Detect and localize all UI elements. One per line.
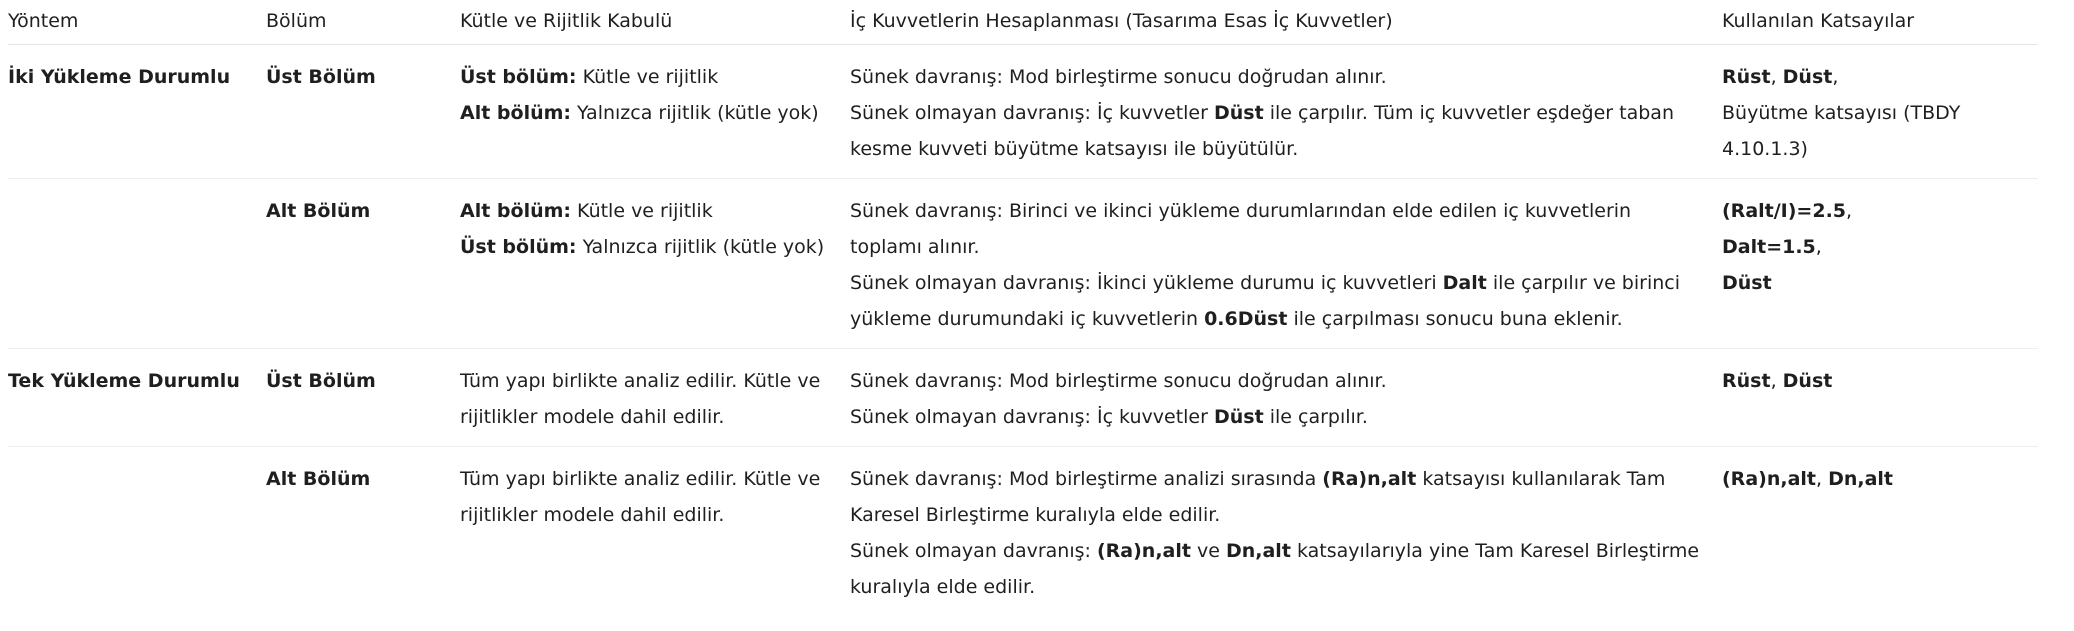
ductile-text: Sünek davranış: Birinci ve ikinci yükleme durumlarından elde edilen iç kuvvetlerin toplamı alınır. bbox=[850, 200, 1632, 258]
cell-coefficients: Rüst, Düst, Büyütme katsayısı (TBDY 4.10.1.3) bbox=[1722, 45, 2038, 179]
cell-section: Alt Bölüm bbox=[266, 179, 460, 349]
table-row bbox=[8, 349, 2038, 447]
header-internal-forces: İç Kuvvetlerin Hesaplanması (Tasarıma Esas İç Kuvvetler) bbox=[850, 0, 1722, 45]
cell-section: Alt Bölüm bbox=[266, 468, 371, 490]
ductile-text: Sünek davranış: Mod birleştirme analizi sırasında (Ra)n,alt katsayısı kullanılarak Tam Karesel Birleştirme kuralıyla elde edilir. bbox=[850, 468, 1666, 526]
table-row bbox=[8, 447, 2038, 617]
mass-text-lower: Kütle ve rijitlik bbox=[571, 200, 713, 222]
header-coefficients: Kullanılan Katsayılar bbox=[1722, 0, 2038, 45]
cell-internal-forces bbox=[850, 45, 1722, 179]
mass-text-lower: Yalnızca rijitlik (kütle yok) bbox=[571, 102, 819, 124]
mass-text-upper: Kütle ve rijitlik bbox=[576, 66, 719, 88]
cell-method: İki Yükleme Durumlu bbox=[8, 45, 266, 179]
header-section: Bölüm bbox=[266, 0, 460, 45]
table-row bbox=[8, 179, 2038, 349]
cell-internal-forces bbox=[850, 179, 1722, 349]
cell-method bbox=[8, 447, 266, 617]
cell-mass-stiffness: Tüm yapı birlikte analiz edilir. Kütle ve rijitlikler modele dahil edilir. bbox=[460, 468, 821, 526]
coefficients-table-wrapper bbox=[8, 0, 2038, 616]
nonductile-text: Sünek olmayan davranış: İkinci yükleme durumu iç kuvvetleri Dalt ile çarpılır ve birinci yükleme durumundaki iç kuvvetlerin 0.6Düst ile çarpılması sonucu buna eklenir. bbox=[850, 272, 1681, 330]
cell-section: Üst Bölüm bbox=[266, 349, 460, 447]
header-method: Yöntem bbox=[8, 0, 266, 45]
cell-method: Tek Yükleme Durumlu bbox=[8, 349, 266, 447]
mass-label-lower: Alt bölüm: bbox=[460, 102, 572, 124]
cell-mass-stiffness bbox=[460, 45, 850, 179]
cell-mass-stiffness bbox=[460, 179, 850, 349]
mass-label-lower: Alt bölüm: bbox=[460, 200, 572, 222]
cell-coefficients: Rüst, Düst bbox=[1722, 349, 2038, 447]
cell-internal-forces bbox=[850, 447, 1722, 617]
table-header-row bbox=[8, 0, 2038, 45]
cell-internal-forces bbox=[850, 349, 1722, 447]
mass-text-upper: Yalnızca rijitlik (kütle yok) bbox=[576, 236, 825, 258]
table-row bbox=[8, 45, 2038, 179]
cell-method bbox=[8, 179, 266, 349]
ductile-text: Sünek davranış: Mod birleştirme sonucu doğrudan alınır. bbox=[850, 66, 1387, 88]
cell-coefficients: (Ralt/I)=2.5, Dalt=1.5, Düst bbox=[1722, 179, 2038, 349]
nonductile-text: Sünek olmayan davranış: (Ra)n,alt ve Dn,alt katsayılarıyla yine Tam Karesel Birleştirme kuralıyla elde edilir. bbox=[850, 540, 1700, 598]
header-mass-stiffness: Kütle ve Rijitlik Kabulü bbox=[460, 0, 850, 45]
cell-mass-stiffness: Tüm yapı birlikte analiz edilir. Kütle ve rijitlikler modele dahil edilir. bbox=[460, 349, 850, 447]
analysis-method-table bbox=[8, 0, 2038, 616]
nonductile-text: Sünek olmayan davranış: İç kuvvetler Düst ile çarpılır. bbox=[850, 406, 1368, 428]
cell-coefficients: (Ra)n,alt, Dn,alt bbox=[1722, 468, 1894, 490]
ductile-text: Sünek davranış: Mod birleştirme sonucu doğrudan alınır. bbox=[850, 370, 1387, 392]
mass-label-upper: Üst bölüm: bbox=[460, 66, 577, 88]
nonductile-text: Sünek olmayan davranış: İç kuvvetler Düst ile çarpılır. Tüm iç kuvvetler eşdeğer taban kesme kuvveti büyütme katsayısı ile büyütülür. bbox=[850, 102, 1674, 160]
mass-label-upper: Üst bölüm: bbox=[460, 236, 577, 258]
cell-section: Üst Bölüm bbox=[266, 45, 460, 179]
